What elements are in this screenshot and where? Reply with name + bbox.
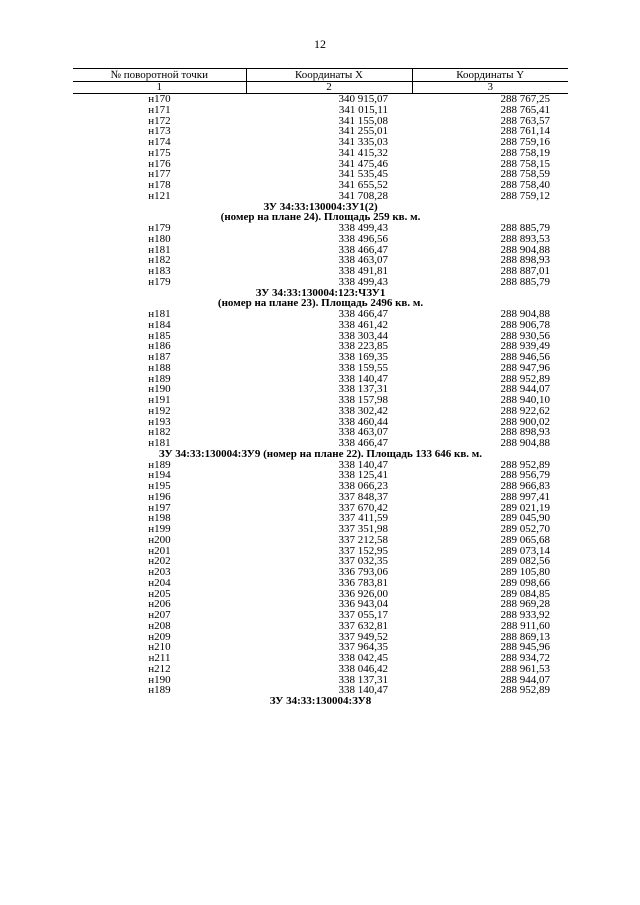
coord-y-cell: 288 869,13 [500, 630, 550, 643]
point-number-cell: н211 [148, 652, 171, 664]
coord-y-cell: 288 961,53 [500, 662, 550, 675]
table-row [73, 116, 568, 127]
table-row [73, 395, 568, 406]
table-row [73, 546, 568, 557]
table-row [73, 460, 568, 471]
coord-y-cell: 288 758,15 [500, 157, 550, 170]
coord-y-cell: 289 021,19 [500, 501, 550, 514]
table-row [73, 567, 568, 578]
section-heading-row [73, 449, 568, 460]
point-number-cell: н174 [148, 136, 171, 148]
coord-y-cell: 288 758,40 [500, 179, 550, 191]
coord-y-cell: 288 956,79 [500, 469, 550, 482]
table-row [73, 309, 568, 320]
point-number-cell: н189 [148, 458, 171, 471]
point-number-cell: н202 [148, 555, 171, 568]
coord-x-cell: 341 155,08 [338, 114, 388, 127]
column-number-1: 1 [73, 82, 246, 94]
table-row [73, 406, 568, 417]
coord-y-cell: 288 904,88 [500, 243, 550, 256]
header-point-number: № поворотной точки [73, 69, 246, 82]
header-coord-y: Координаты Y [412, 69, 568, 82]
table-row [73, 105, 568, 116]
coord-x-cell: 338 125,41 [338, 469, 388, 482]
coord-x-cell: 338 496,56 [338, 232, 388, 245]
coord-y-cell: 288 887,01 [500, 265, 550, 277]
coord-y-cell: 289 073,14 [500, 544, 550, 557]
point-number-cell: н201 [148, 544, 171, 557]
point-number-cell: н184 [148, 318, 171, 331]
coord-x-cell: 338 461,42 [338, 318, 388, 331]
coord-y-cell: 289 082,56 [500, 555, 550, 568]
point-number-cell: н198 [148, 512, 171, 525]
coord-x-cell: 336 783,81 [338, 576, 388, 589]
coord-y-cell: 288 758,19 [500, 146, 550, 159]
point-number-cell: н212 [148, 662, 171, 675]
coord-x-cell: 337 964,35 [338, 641, 388, 654]
coord-y-cell: 288 900,02 [500, 415, 550, 428]
table-row [73, 352, 568, 363]
coord-x-cell: 341 655,52 [338, 179, 388, 191]
point-number-cell: н175 [148, 146, 171, 159]
point-number-cell: н170 [148, 93, 171, 105]
coord-y-cell: 288 765,41 [500, 103, 550, 116]
coord-x-cell: 338 223,85 [338, 340, 388, 353]
coord-y-cell: 288 952,89 [500, 372, 550, 385]
table-row [73, 277, 568, 288]
coord-y-cell: 288 885,79 [500, 222, 550, 234]
page-number: 12 [314, 37, 326, 51]
coord-y-cell: 288 763,57 [500, 114, 550, 127]
table-row [73, 341, 568, 352]
coord-y-cell: 288 898,93 [500, 426, 550, 439]
coord-x-cell: 338 466,47 [338, 243, 388, 256]
point-number-cell: н185 [148, 329, 171, 342]
coord-x-cell: 337 055,17 [338, 609, 388, 621]
header-coord-x: Координаты X [246, 69, 412, 82]
coord-y-cell: 288 759,16 [500, 136, 550, 148]
point-number-cell: н177 [148, 168, 171, 181]
point-number-cell: н181 [148, 308, 171, 320]
point-number-cell: н199 [148, 523, 171, 535]
coord-x-cell: 338 140,47 [338, 372, 388, 385]
point-number-cell: н196 [148, 490, 171, 503]
table-row [73, 331, 568, 342]
coord-y-cell: 288 945,96 [500, 641, 550, 654]
table-row [73, 191, 568, 202]
section-heading: ЗУ 34:33:130004:ЗУ9 (номер на плане 22). Площадь 133 646 кв. м. [158, 447, 483, 460]
column-number-row [73, 82, 568, 94]
table-row [73, 513, 568, 524]
coord-y-cell: 289 052,70 [500, 523, 550, 535]
coord-x-cell: 338 302,42 [338, 404, 388, 417]
table-row [73, 223, 568, 234]
table-row [73, 599, 568, 610]
point-number-cell: н182 [148, 426, 171, 439]
coord-y-cell: 289 098,66 [500, 576, 550, 589]
coord-y-cell: 288 904,88 [500, 437, 550, 449]
coord-y-cell: 288 759,12 [500, 189, 550, 202]
coord-y-cell: 288 898,93 [500, 254, 550, 267]
coord-x-cell: 338 463,07 [338, 254, 388, 267]
point-number-cell: н204 [148, 576, 171, 589]
point-number-cell: н210 [148, 641, 171, 654]
coord-x-cell: 341 708,28 [338, 189, 388, 202]
table-row [73, 492, 568, 503]
table-row [73, 427, 568, 438]
point-number-cell: н179 [148, 275, 171, 288]
point-number-cell: н178 [148, 179, 171, 191]
point-number-cell: н121 [148, 189, 171, 202]
coord-x-cell: 338 137,31 [338, 383, 388, 396]
table-row [73, 148, 568, 159]
table-row [73, 503, 568, 514]
table-row [73, 94, 568, 105]
point-number-cell: н183 [148, 265, 171, 277]
table-row [73, 384, 568, 395]
point-number-cell: н171 [148, 103, 171, 116]
coord-x-cell: 338 140,47 [338, 458, 388, 471]
point-number-cell: н205 [148, 587, 171, 600]
point-number-cell: н200 [148, 533, 171, 546]
point-number-cell: н189 [148, 372, 171, 385]
coord-y-cell: 288 940,10 [500, 394, 550, 406]
column-number-3: 3 [412, 82, 568, 94]
point-number-cell: н176 [148, 157, 171, 170]
coord-y-cell: 288 969,28 [500, 598, 550, 611]
coordinates-table [73, 68, 568, 707]
point-number-cell: н191 [148, 394, 171, 406]
table-row [73, 481, 568, 492]
coord-x-cell: 341 335,03 [338, 136, 388, 148]
coord-x-cell: 338 460,44 [338, 415, 388, 428]
coord-y-cell: 288 997,41 [500, 490, 550, 503]
table-row [73, 524, 568, 535]
coord-x-cell: 338 137,31 [338, 673, 388, 686]
coord-x-cell: 337 351,98 [338, 523, 388, 535]
table-row [73, 664, 568, 675]
coord-y-cell: 288 947,96 [500, 361, 550, 374]
point-number-cell: н197 [148, 501, 171, 514]
coord-y-cell: 288 944,07 [500, 673, 550, 686]
table-row [73, 255, 568, 266]
coord-x-cell: 337 152,95 [338, 544, 388, 557]
table-header-row [73, 69, 568, 82]
point-number-cell: н189 [148, 684, 171, 697]
table-row [73, 320, 568, 331]
point-number-cell: н186 [148, 340, 171, 353]
table-row [73, 137, 568, 148]
point-number-cell: н187 [148, 351, 171, 363]
coord-x-cell: 338 066,23 [338, 480, 388, 492]
coord-y-cell: 288 893,53 [500, 232, 550, 245]
coord-x-cell: 341 015,11 [338, 103, 388, 116]
point-number-cell: н203 [148, 566, 171, 578]
table-row [73, 653, 568, 664]
point-number-cell: н206 [148, 598, 171, 611]
coord-x-cell: 340 915,07 [338, 93, 388, 105]
section-heading: ЗУ 34:33:130004:ЗУ8 [269, 695, 372, 707]
column-number-2: 2 [246, 82, 412, 94]
section-heading: (номер на плане 23). Площадь 2496 кв. м. [217, 297, 424, 310]
point-number-cell: н181 [148, 243, 171, 256]
point-number-cell: н190 [148, 383, 171, 396]
coord-x-cell: 341 535,45 [338, 168, 388, 181]
coord-x-cell: 338 169,35 [338, 351, 388, 363]
coord-x-cell: 341 255,01 [338, 125, 388, 138]
coord-y-cell: 288 767,25 [500, 93, 550, 105]
coord-y-cell: 288 952,89 [500, 458, 550, 471]
table-row [73, 621, 568, 632]
coord-x-cell: 337 632,81 [338, 619, 388, 632]
coord-x-cell: 337 848,37 [338, 490, 388, 503]
coord-y-cell: 288 904,88 [500, 308, 550, 320]
coord-y-cell: 289 105,80 [500, 566, 550, 578]
coord-y-cell: 288 906,78 [500, 318, 550, 331]
coord-y-cell: 288 885,79 [500, 275, 550, 288]
point-number-cell: н172 [148, 114, 171, 127]
coord-y-cell: 288 758,59 [500, 168, 550, 181]
table-row [73, 159, 568, 170]
table-row [73, 578, 568, 589]
coord-x-cell: 338 466,47 [338, 437, 388, 449]
point-number-cell: н190 [148, 673, 171, 686]
coord-y-cell: 288 952,89 [500, 684, 550, 697]
table-row [73, 363, 568, 374]
point-number-cell: н179 [148, 222, 171, 234]
coord-x-cell: 341 415,32 [338, 146, 388, 159]
table-row [73, 642, 568, 653]
point-number-cell: н193 [148, 415, 171, 428]
point-number-cell: н208 [148, 619, 171, 632]
coord-x-cell: 337 949,52 [338, 630, 388, 643]
table-body [73, 94, 568, 707]
table-row [73, 374, 568, 385]
coord-y-cell: 288 933,92 [500, 609, 550, 621]
table-row [73, 675, 568, 686]
coord-y-cell: 288 939,49 [500, 340, 550, 353]
table-row [73, 180, 568, 191]
coord-x-cell: 338 491,81 [338, 265, 388, 277]
table-row [73, 589, 568, 600]
point-number-cell: н209 [148, 630, 171, 643]
coord-y-cell: 288 922,62 [500, 404, 550, 417]
coord-x-cell: 338 303,44 [338, 329, 388, 342]
coord-y-cell: 288 944,07 [500, 383, 550, 396]
coord-x-cell: 336 793,06 [338, 566, 388, 578]
section-heading: ЗУ 34:33:130004:123:ЧЗУ1 [255, 286, 386, 299]
section-heading: (номер на плане 24). Площадь 259 кв. м. [220, 211, 421, 224]
coord-x-cell: 338 046,42 [338, 662, 388, 675]
section-heading-row [73, 298, 568, 309]
point-number-cell: н182 [148, 254, 171, 267]
coord-x-cell: 338 499,43 [338, 275, 388, 288]
coord-y-cell: 288 966,83 [500, 480, 550, 492]
point-number-cell: н173 [148, 125, 171, 138]
table-row [73, 266, 568, 277]
table-row [73, 126, 568, 137]
point-number-cell: н192 [148, 404, 171, 417]
table-row [73, 556, 568, 567]
point-number-cell: н195 [148, 480, 171, 492]
table-row [73, 245, 568, 256]
section-heading-row [73, 696, 568, 707]
point-number-cell: н207 [148, 609, 171, 621]
coord-x-cell: 336 943,04 [338, 598, 388, 611]
table-row [73, 535, 568, 546]
point-number-cell: н180 [148, 232, 171, 245]
table-row [73, 234, 568, 245]
table-row [73, 470, 568, 481]
point-number-cell: н181 [148, 437, 171, 449]
coord-x-cell: 338 466,47 [338, 308, 388, 320]
coord-x-cell: 336 926,00 [338, 587, 388, 600]
section-heading: ЗУ 34:33:130004:ЗУ1(2) [263, 200, 378, 213]
coord-y-cell: 288 946,56 [500, 351, 550, 363]
coord-x-cell: 338 463,07 [338, 426, 388, 439]
table-row [73, 610, 568, 621]
coord-x-cell: 337 411,59 [338, 512, 388, 525]
coord-x-cell: 338 157,98 [338, 394, 388, 406]
coord-x-cell: 338 499,43 [338, 222, 388, 234]
coord-y-cell: 289 065,68 [500, 533, 550, 546]
section-heading-row [73, 212, 568, 223]
coord-y-cell: 288 911,60 [500, 619, 550, 632]
coord-y-cell: 288 934,72 [500, 652, 550, 664]
table-row [73, 632, 568, 643]
coord-x-cell: 338 159,55 [338, 361, 388, 374]
coord-x-cell: 341 475,46 [338, 157, 388, 170]
coord-y-cell: 288 930,56 [500, 329, 550, 342]
coord-x-cell: 337 032,35 [338, 555, 388, 568]
coord-x-cell: 338 042,45 [338, 652, 388, 664]
coord-x-cell: 338 140,47 [338, 684, 388, 697]
table-row [73, 417, 568, 428]
point-number-cell: н194 [148, 469, 171, 482]
coord-y-cell: 289 045,90 [500, 512, 550, 525]
coord-x-cell: 337 212,58 [338, 533, 388, 546]
coord-y-cell: 288 761,14 [500, 125, 550, 138]
point-number-cell: н188 [148, 361, 171, 374]
coord-y-cell: 289 084,85 [500, 587, 550, 600]
coord-x-cell: 337 670,42 [338, 501, 388, 514]
table-row [73, 169, 568, 180]
